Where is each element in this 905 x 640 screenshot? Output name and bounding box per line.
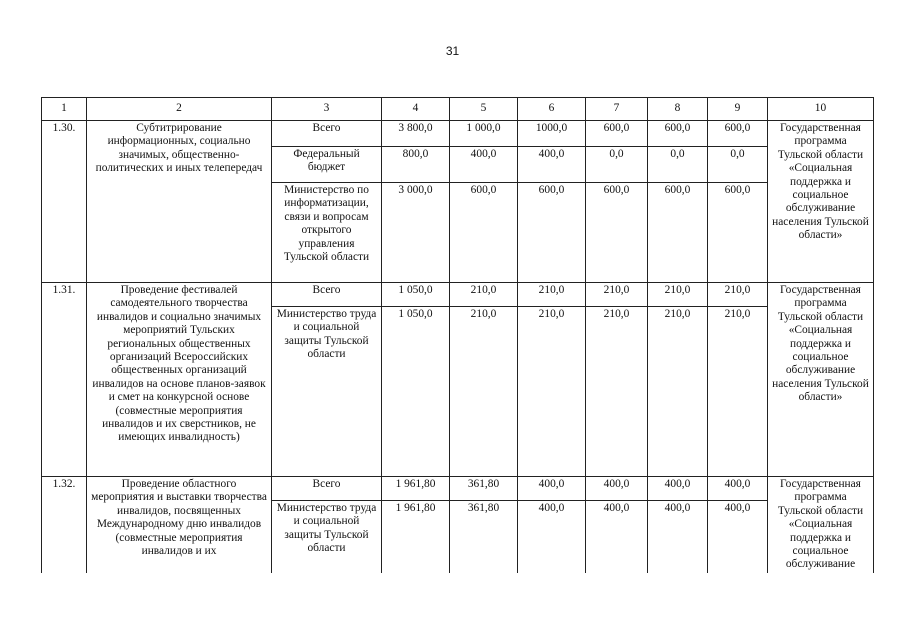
table-row	[42, 121, 874, 147]
header-cell: 8	[648, 98, 708, 121]
value-cell: 1 050,0	[382, 307, 450, 477]
header-cell: 3	[272, 98, 382, 121]
funding-source: Министерство труда и социальной защиты Тульской области	[272, 307, 382, 477]
value-cell: 210,0	[450, 307, 518, 477]
value-cell: 600,0	[518, 183, 586, 283]
program-cell: Государственная программа Тульской области «Социальная поддержка и социальное обслуживание	[768, 477, 874, 573]
value-cell: 600,0	[648, 183, 708, 283]
value-cell: 400,0	[586, 501, 648, 573]
program-cell: Государственная программа Тульской области «Социальная поддержка и социальное обслуживание населения Тульской области»	[768, 121, 874, 283]
value-cell: 210,0	[586, 307, 648, 477]
table-row	[42, 477, 874, 501]
header-cell: 5	[450, 98, 518, 121]
value-cell: 0,0	[648, 147, 708, 183]
value-cell: 600,0	[586, 183, 648, 283]
value-cell: 400,0	[518, 477, 586, 501]
row-number: 1.30.	[42, 121, 87, 283]
value-cell: 210,0	[518, 283, 586, 307]
value-cell: 400,0	[708, 477, 768, 501]
value-cell: 400,0	[586, 477, 648, 501]
value-cell: 600,0	[586, 121, 648, 147]
value-cell: 210,0	[518, 307, 586, 477]
value-cell: 210,0	[648, 283, 708, 307]
funding-source: Всего	[272, 477, 382, 501]
value-cell: 3 800,0	[382, 121, 450, 147]
value-cell: 0,0	[708, 147, 768, 183]
value-cell: 800,0	[382, 147, 450, 183]
activity-name: Проведение фестивалей самодеятельного творчества инвалидов и социально значимых мероприятий Тульских региональных общественных организаций Всероссийских общественных организаций инвалидов на основе планов-заявок и смет на конкурсной основе (совместные мероприятия инвалидов и их сверстников, не имеющих инвалидность)	[87, 283, 272, 477]
budget-table	[41, 97, 874, 573]
value-cell: 400,0	[648, 501, 708, 573]
value-cell: 600,0	[648, 121, 708, 147]
value-cell: 210,0	[648, 307, 708, 477]
value-cell: 400,0	[648, 477, 708, 501]
funding-source: Всего	[272, 121, 382, 147]
value-cell: 600,0	[708, 121, 768, 147]
value-cell: 400,0	[450, 147, 518, 183]
header-cell: 9	[708, 98, 768, 121]
header-cell: 4	[382, 98, 450, 121]
header-row	[42, 98, 874, 121]
value-cell: 1000,0	[518, 121, 586, 147]
value-cell: 1 961,80	[382, 501, 450, 573]
value-cell: 210,0	[708, 283, 768, 307]
funding-source: Министерство по информатизации, связи и вопросам открытого управления Тульской области	[272, 183, 382, 283]
program-cell: Государственная программа Тульской области «Социальная поддержка и социальное обслуживание населения Тульской области»	[768, 283, 874, 477]
header-cell: 7	[586, 98, 648, 121]
value-cell: 1 961,80	[382, 477, 450, 501]
value-cell: 600,0	[450, 183, 518, 283]
value-cell: 3 000,0	[382, 183, 450, 283]
header-cell: 10	[768, 98, 874, 121]
value-cell: 1 050,0	[382, 283, 450, 307]
header-cell: 2	[87, 98, 272, 121]
header-cell: 6	[518, 98, 586, 121]
value-cell: 0,0	[586, 147, 648, 183]
funding-source: Министерство труда и социальной защиты Тульской области	[272, 501, 382, 573]
header-cell: 1	[42, 98, 87, 121]
activity-name: Проведение областного мероприятия и выставки творчества инвалидов, посвященных Международному дню инвалидов (совместные мероприятия инвалидов и их	[87, 477, 272, 573]
activity-name: Субтитрирование информационных, социально значимых, общественно-политических и иных телепередач	[87, 121, 272, 283]
row-number: 1.31.	[42, 283, 87, 477]
value-cell: 210,0	[708, 307, 768, 477]
value-cell: 400,0	[518, 147, 586, 183]
funding-source: Федеральный бюджет	[272, 147, 382, 183]
value-cell: 600,0	[708, 183, 768, 283]
value-cell: 361,80	[450, 501, 518, 573]
value-cell: 210,0	[586, 283, 648, 307]
value-cell: 400,0	[518, 501, 586, 573]
table-row	[42, 283, 874, 307]
value-cell: 1 000,0	[450, 121, 518, 147]
page-number: 31	[445, 44, 460, 58]
value-cell: 210,0	[450, 283, 518, 307]
value-cell: 400,0	[708, 501, 768, 573]
value-cell: 361,80	[450, 477, 518, 501]
row-number: 1.32.	[42, 477, 87, 573]
funding-source: Всего	[272, 283, 382, 307]
